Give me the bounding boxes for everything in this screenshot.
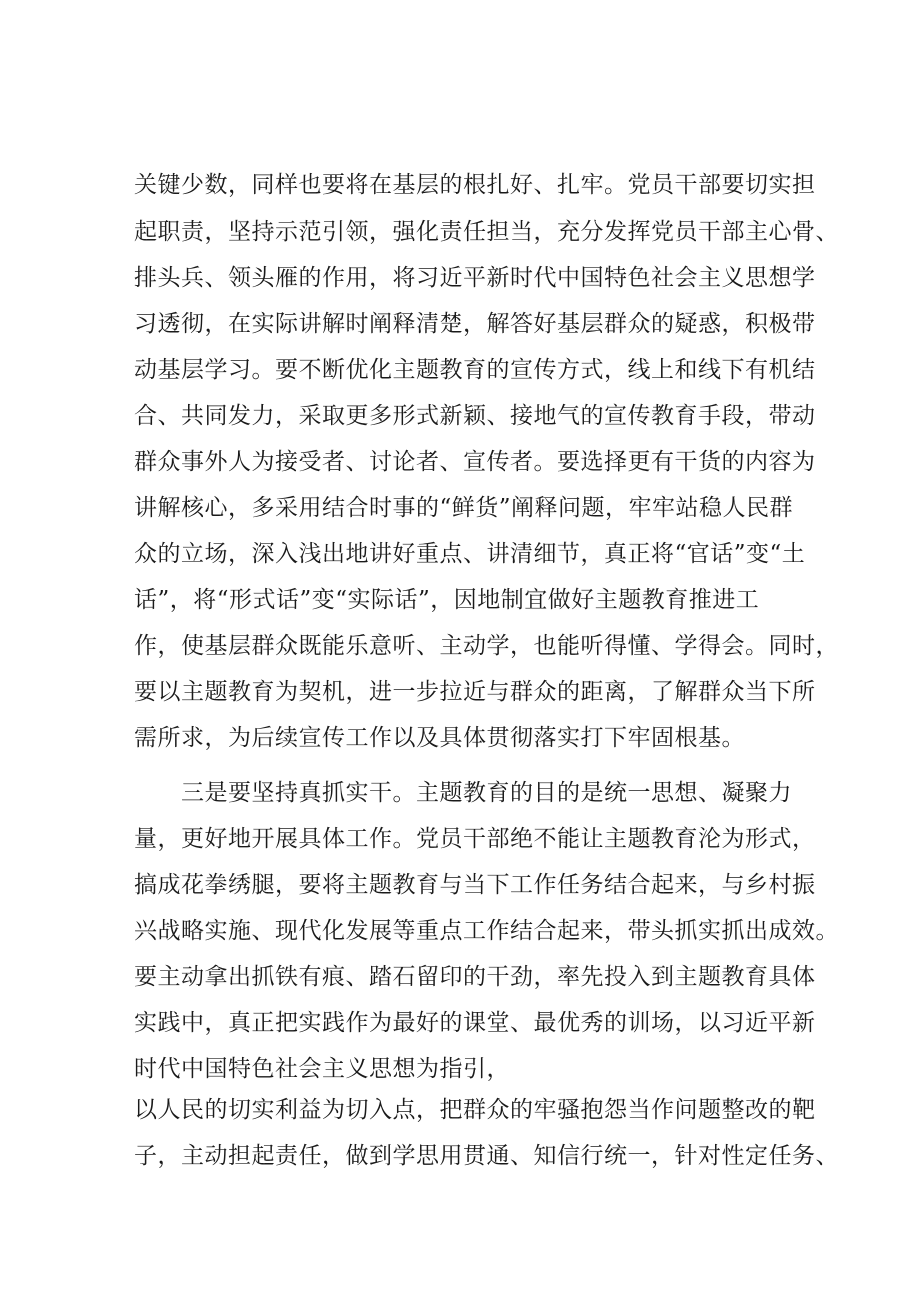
paragraph-first-line: 三是要坚持真抓实干。主题教育的目的是统一思想、凝聚力	[181, 780, 792, 806]
text-line: 起职责，坚持示范引领，强化责任担当，充分发挥党员干部主心骨、	[134, 219, 839, 245]
text-line: 关键少数，同样也要将在基层的根扎好、扎牢。党员干部要切实担	[134, 172, 816, 198]
text-line: 动基层学习。要不断优化主题教育的宣传方式，线上和线下有机结	[134, 357, 816, 383]
text-line: 讲解核心，多采用结合时事的“鲜货”阐释问题，牢牢站稳人民群	[134, 495, 794, 521]
text-line: 众的立场，深入浅出地讲好重点、讲清细节，真正将“官话”变“土	[134, 541, 806, 567]
text-line: 兴战略实施、现代化发展等重点工作结合起来，带头抓实抓出成效。	[134, 918, 839, 944]
text-line: 搞成花拳绣腿，要将主题教育与当下工作任务结合起来，与乡村振	[134, 872, 816, 898]
text-line: 要以主题教育为契机，进一步拉近与群众的距离，了解群众当下所	[134, 679, 816, 705]
text-line: 话”，将“形式话”变“实际话”，因地制宜做好主题教育推进工	[134, 587, 760, 613]
text-line: 需所求，为后续宣传工作以及具体贯彻落实打下牢固根基。	[134, 725, 745, 751]
text-line: 群众事外人为接受者、讨论者、宣传者。要选择更有干货的内容为	[134, 449, 816, 475]
text-line: 时代中国特色社会主义思想为指引，	[134, 1056, 510, 1082]
text-line: 要主动拿出抓铁有痕、踏石留印的干劲，率先投入到主题教育具体	[134, 964, 816, 990]
text-line: 习透彻，在实际讲解时阐释清楚，解答好基层群众的疑惑，积极带	[134, 311, 816, 337]
text-line: 量，更好地开展具体工作。党员干部绝不能让主题教育沦为形式，	[134, 826, 816, 852]
text-line: 实践中，真正把实践作为最好的课堂、最优秀的训场，以习近平新	[134, 1010, 816, 1036]
text-line: 合、共同发力，采取更多形式新颖、接地气的宣传教育手段，带动	[134, 403, 816, 429]
text-line: 以人民的切实利益为切入点，把群众的牢骚抱怨当作问题整改的靶	[134, 1097, 816, 1123]
text-line: 作，使基层群众既能乐意听、主动学，也能听得懂、学得会。同时，	[134, 633, 839, 659]
text-line: 排头兵、领头雁的作用，将习近平新时代中国特色社会主义思想学	[134, 265, 816, 291]
text-line: 子，主动担起责任，做到学思用贯通、知信行统一，针对性定任务、	[134, 1143, 839, 1169]
